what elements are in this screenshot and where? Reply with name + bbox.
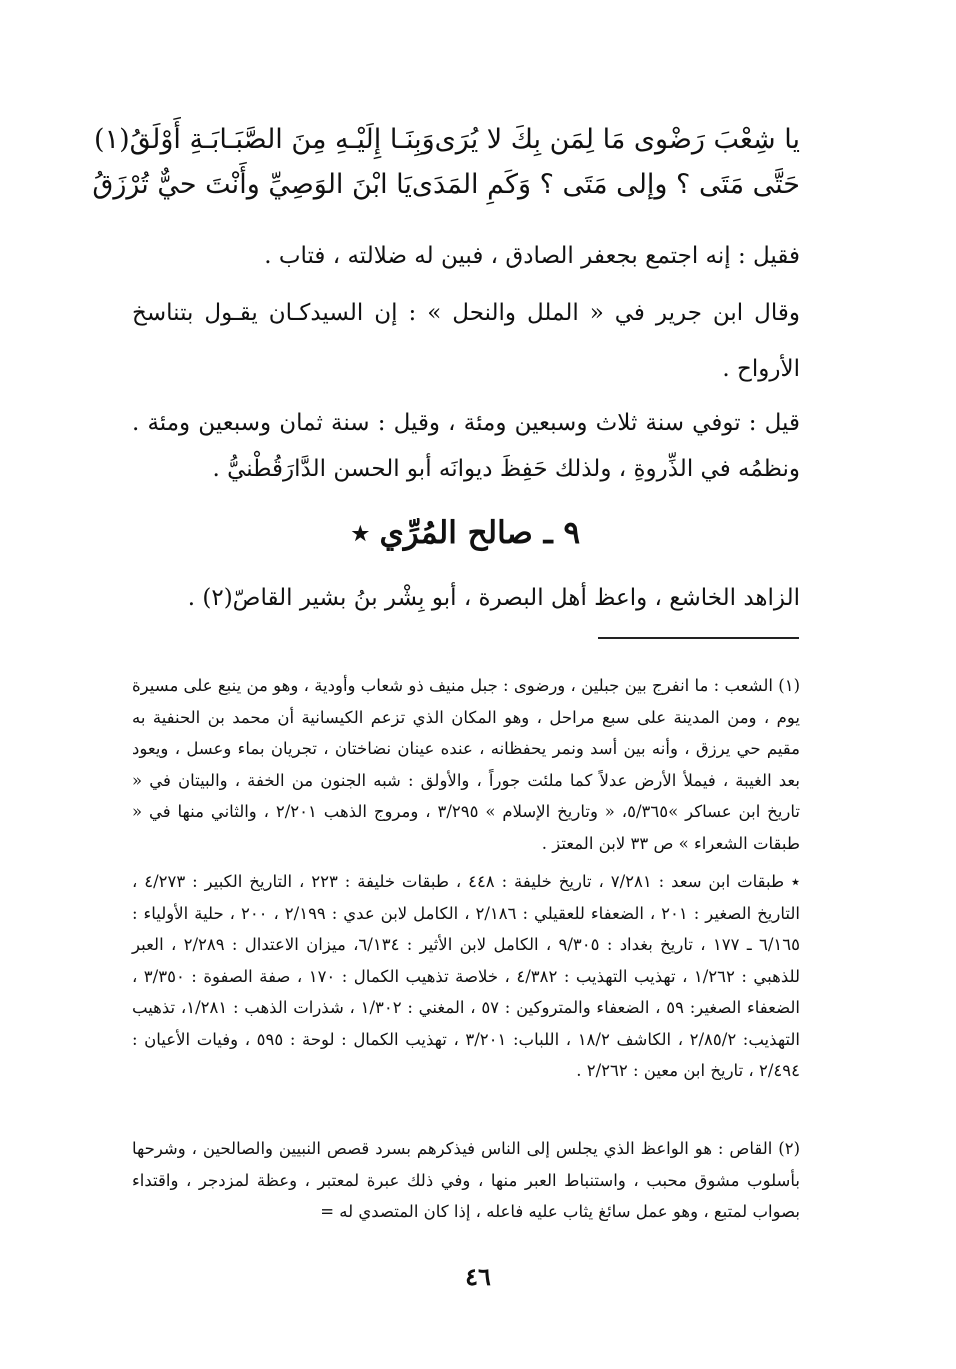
verse-second-hemistich: وَبِنَـا إِلَيْـهِ مِنَ الصَّبَـابَـةِ أَوْلَقُ(١)	[94, 124, 435, 155]
footnote-sources	[132, 866, 800, 1087]
verse-line	[92, 165, 800, 205]
entry-heading: ٩ ـ صالح المُرِّي ٭	[351, 515, 581, 551]
verse-first-hemistich: يا شِعْبَ رَضْوى مَا لِمَن بِكَ لا يُرَى	[434, 124, 800, 155]
footnote-text: (٢) القاص : هو الواعظ الذي يجلس إلى الناس فيذكرهم بسرد قصص النبيين والصالحين ، وشرحها بأسلوب مشوق محبب ، واستنباط العبر منها ، وفي ذلك عبرة لمعتبر ، وعظة لمزدجر ، واقتداء بصواب لمتبع ، وهو عمل سائغ يثاب عليه فاعله ، إذا كان المتصدي له =	[132, 1139, 800, 1221]
footnote-divider	[598, 637, 799, 639]
footnote-text: ٭ طبقات ابن سعد : ٧/٢٨١ ، تاريخ خليفة : ٤٤٨ ، طبقات خليفة : ٢٢٣ ، التاريخ الكبير : ٤/٢٧٣ ، التاريخ الصغير : ٢٠١ ، الضعفاء للعقيلي : ٢/١٨٦ ، الكامل لابن عدي : ٢/١٩٩ ، ٢٠٠ ، حلية الأولياء : ٦/١٦٥ ـ ١٧٧ ، تاريخ بغداد : ٩/٣٠٥ ، الكامل لابن الأثير : ٦/١٣٤، ميزان الاعتدال : ٢/٢٨٩ ، العبر للذهبي : ١/٢٦٢ ، تهذيب التهذيب : ٤/٣٨٢ ، خلاصة تذهيب الكمال : ١٧٠ ، صفة الصفوة : ٣/٣٥٠ ، الضعفاء الصغير: ٥٩ ، الضعفاء والمتروكين : ٥٧ ، المغني : ١/٣٠٢ ، شذرات الذهب : ١/٢٨١، تذهيب التهذيب: ٢/٨٥/٢ ، الكاشف ١٨/٢ ، اللباب: ٣/٢٠١ ، تهذيب الكمال : لوحة : ٥٩٥ ، وفيات الأعيان : ٢/٤٩٤ ، تاريخ ابن معين : ٢/٢٦٢ .	[132, 872, 801, 1080]
entry-intro: الزاهد الخاشع ، واعظ أهل البصرة ، أبو بِشْر بنُ بشير القاصّ(٢) .	[187, 585, 800, 611]
body-paragraph: فقيل : إنه اجتمع بجعفر الصادق ، فبين له ضلالته ، فتاب .	[264, 243, 800, 269]
footnote-text: (١) الشعب : ما انفرج بين جبلين ، ورضوى : جبل منيف ذو شعاب وأودية ، وهو من ينبع على مسيرة يوم ، ومن المدينة على سبع مراحل ، وهو المكان الذي تزعم الكيسانية أن محمد بن الحنفية به مقيم حي يرزق ، وأنه بين أسد ونمر يحفظانه ، عنده عينان نضاختان ، تجريان بماء وعسل ، ويعود بعد الغيبة ، فيملأ الأرض عدلاً كما ملئت جوراً ، والأولق : شبه الجنون من الخفة ، والبيتان في « تاريخ ابن عساكر »٥/٣٦٥، « وتاريخ الإسلام » ٣/٢٩٥ ، ومروج الذهب ٢/٢٠١ ، والثاني منها في « طبقات الشعراء » ص ٣٣ لابن المعتز .	[132, 676, 800, 853]
verse-second-hemistich: يَا ابْنَ الوَصِيِّ وأَنْتَ حيٌّ تُرْزَقُ	[92, 169, 412, 200]
footnote-2	[132, 1133, 800, 1228]
body-paragraph: وقال ابن جرير في « الملل والنحل » : إن السيدكـان يقـول بتناسخ الأرواح .	[132, 300, 800, 382]
footnote-1	[132, 670, 800, 859]
page-number: ٤٦	[465, 1262, 491, 1291]
body-paragraph: قيل : توفي سنة ثلاث وسبعين ومئة ، وقيل : سنة ثمان وسبعين ومئة . ونظمُه في الذِّروةِ ، ولذلك حَفِظَ ديوانَه أبو الحسن الدَّارَقُطْنيُّ .	[132, 410, 800, 482]
verse-first-hemistich: حَتَّى مَتَى ؟ وإلى مَتَى ؟ وَكَمِ المَدَى	[411, 169, 800, 200]
verse-line	[94, 120, 800, 160]
